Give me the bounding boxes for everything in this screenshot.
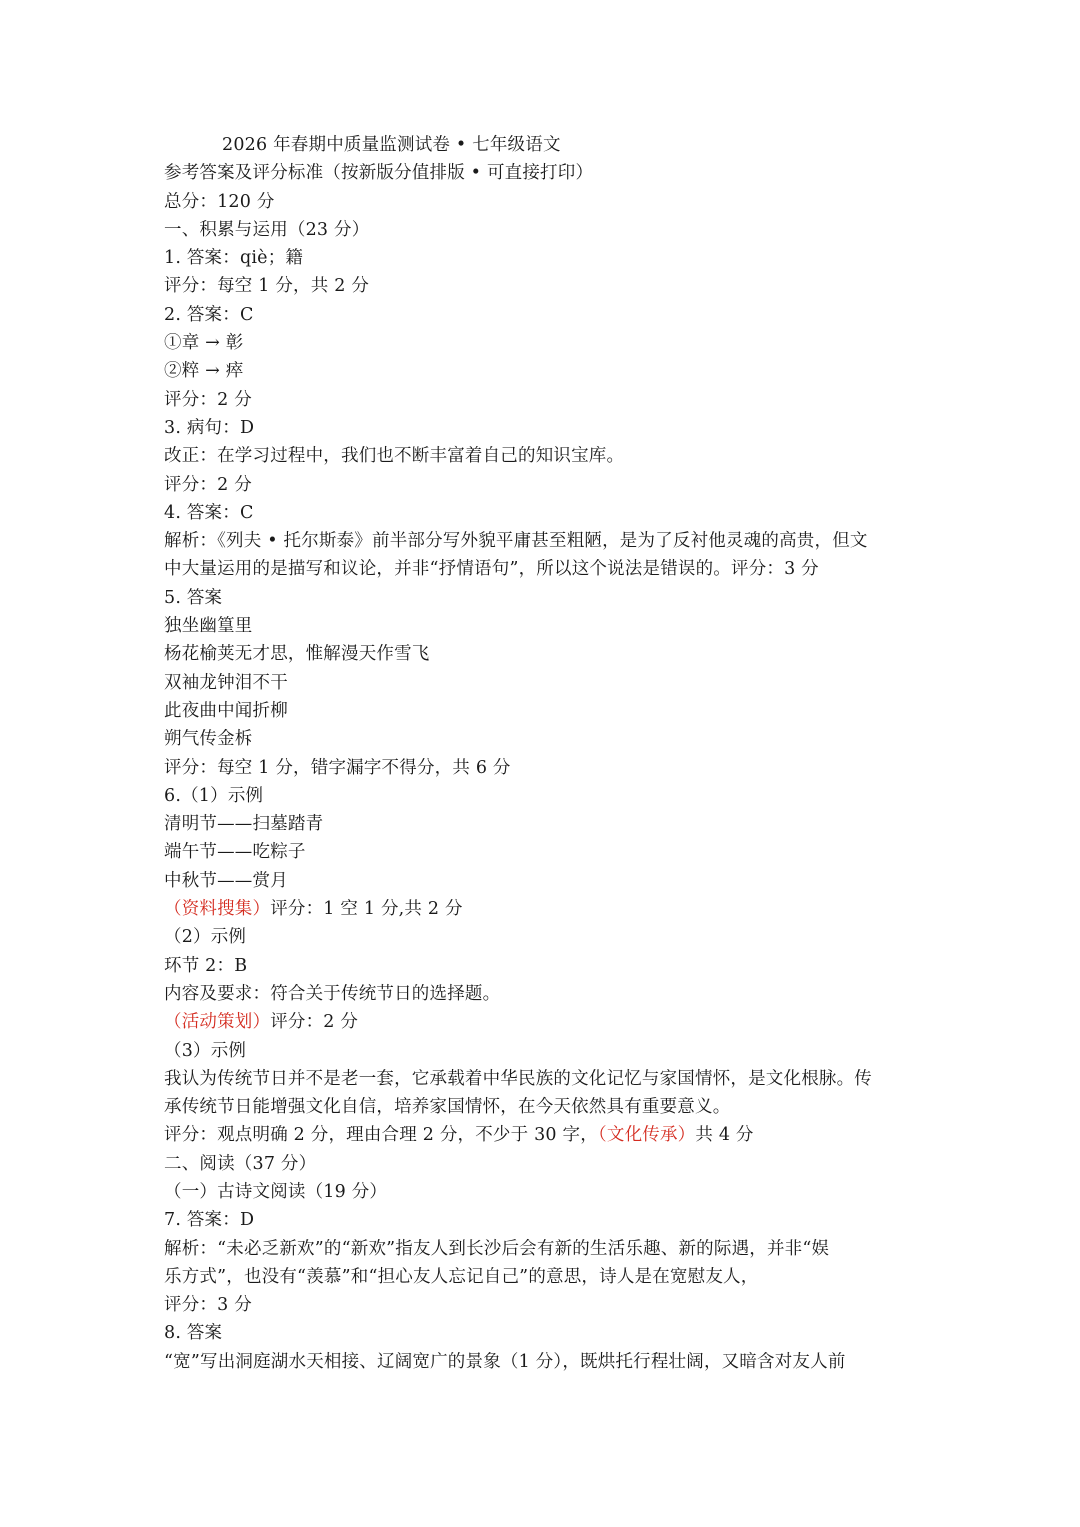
answer-line xyxy=(164,499,924,527)
answer-line xyxy=(164,1319,924,1347)
line-text: 端午节——吃粽子 xyxy=(164,842,306,863)
answer-line xyxy=(164,1263,924,1291)
answer-line xyxy=(164,216,924,244)
line-text: 评分：2 分 xyxy=(164,389,252,410)
line-text: 一、积累与运用（23 分） xyxy=(164,219,370,240)
answer-line xyxy=(164,244,924,272)
line-text: 朔气传金柝 xyxy=(164,729,253,750)
line-text: 内容及要求：符合关于传统节日的选择题。 xyxy=(164,983,501,1004)
line-text: 解析：《列夫 • 托尔斯泰》前半部分写外貌平庸甚至粗陋，是为了反衬他灵魂的高贵，但文 xyxy=(164,531,868,552)
answer-line xyxy=(164,697,924,725)
answer-line xyxy=(164,867,924,895)
answer-line xyxy=(164,810,924,838)
line-text: 3. 病句：D xyxy=(164,417,255,438)
answer-line xyxy=(164,442,924,470)
answer-line xyxy=(164,1008,924,1036)
answer-line xyxy=(164,1093,924,1121)
line-text: 7. 答案：D xyxy=(164,1210,255,1231)
line-text: ②粹 → 瘁 xyxy=(164,361,244,382)
document-subtitle: 参考答案及评分标准（按新版分值排版 • 可直接打印） xyxy=(164,163,594,184)
answer-line xyxy=(164,923,924,951)
line-text: 双袖龙钟泪不干 xyxy=(164,672,288,693)
line-text: 评分：每空 1 分，共 2 分 xyxy=(164,276,370,297)
red-tag: （资料搜集） xyxy=(164,899,271,920)
line-text: 二、阅读（37 分） xyxy=(164,1153,317,1174)
answer-line xyxy=(164,357,924,385)
line-text: 评分：每空 1 分，错字漏字不得分，共 6 分 xyxy=(164,757,511,778)
answer-line xyxy=(164,414,924,442)
line-text: 8. 答案 xyxy=(164,1323,223,1344)
red-tag: （活动策划） xyxy=(164,1012,271,1033)
line-text: 中大量运用的是描写和议论，并非“抒情语句”，所以这个说法是错误的。评分：3 分 xyxy=(164,559,819,580)
line-text: （3）示例 xyxy=(164,1040,247,1061)
answer-line xyxy=(164,980,924,1008)
line-text: 5. 答案 xyxy=(164,587,223,608)
line-text: 环节 2：B xyxy=(164,955,248,976)
total-score: 总分：120 分 xyxy=(164,191,275,212)
document-body xyxy=(164,131,924,1376)
answer-lines xyxy=(164,216,924,1376)
answer-line xyxy=(164,1178,924,1206)
answer-line xyxy=(164,782,924,810)
answer-line xyxy=(164,895,924,923)
line-text: 解析：“未必乏新欢”的“新欢”指友人到长沙后会有新的生活乐趣、新的际遇，并非“娱 xyxy=(164,1238,830,1259)
line-text: 评分：1 空 1 分,共 2 分 xyxy=(270,899,463,920)
answer-line xyxy=(164,640,924,668)
answer-line xyxy=(164,584,924,612)
line-text: 4. 答案：C xyxy=(164,502,254,523)
answer-line xyxy=(164,1291,924,1319)
line-text: 评分：3 分 xyxy=(164,1295,252,1316)
answer-line xyxy=(164,669,924,697)
answer-line xyxy=(164,1206,924,1234)
answer-line xyxy=(164,1121,924,1149)
line-text: 6.（1）示例 xyxy=(164,785,264,806)
answer-line xyxy=(164,555,924,583)
line-text: 清明节——扫墓踏青 xyxy=(164,814,324,835)
line-text: 评分：2 分 xyxy=(270,1012,359,1033)
answer-line xyxy=(164,301,924,329)
answer-line xyxy=(164,386,924,414)
line-text: 评分：2 分 xyxy=(164,474,252,495)
line-text: 独坐幽篁里 xyxy=(164,616,253,637)
answer-line xyxy=(164,612,924,640)
line-text: （2）示例 xyxy=(164,927,247,948)
line-text: “宽”写出洞庭湖水天相接、辽阔宽广的景象（1 分），既烘托行程壮阔，又暗含对友人前 xyxy=(164,1351,846,1372)
answer-line xyxy=(164,952,924,980)
answer-line xyxy=(164,1235,924,1263)
line-text: ①章 → 彰 xyxy=(164,333,244,354)
line-tail: 共 4 分 xyxy=(695,1125,754,1146)
red-tag: （文化传承） xyxy=(597,1125,696,1146)
line-text: 杨花榆荚无才思，惟解漫天作雪飞 xyxy=(164,644,430,665)
answer-line xyxy=(164,329,924,357)
answer-line xyxy=(164,527,924,555)
answer-line xyxy=(164,272,924,300)
answer-line xyxy=(164,1348,924,1376)
line-text: 承传统节日能增强文化自信，培养家国情怀，在今天依然具有重要意义。 xyxy=(164,1097,731,1118)
answer-line xyxy=(164,1065,924,1093)
document-title: 2026 年春期中质量监测试卷 • 七年级语文 xyxy=(222,135,561,155)
line-text: 我认为传统节日并不是老一套，它承载着中华民族的文化记忆与家国情怀，是文化根脉。传 xyxy=(164,1068,872,1089)
line-text: 改正：在学习过程中，我们也不断丰富着自己的知识宝库。 xyxy=(164,446,625,467)
answer-line xyxy=(164,1150,924,1178)
line-text: 1. 答案：qiè；籍 xyxy=(164,248,304,269)
line-text: 2. 答案：C xyxy=(164,304,254,325)
answer-line xyxy=(164,754,924,782)
line-text: （一）古诗文阅读（19 分） xyxy=(164,1181,388,1202)
answer-line xyxy=(164,838,924,866)
answer-line xyxy=(164,471,924,499)
line-text: 乐方式”，也没有“羡慕”和“担心友人忘记自己”的意思，诗人是在宽慰友人， xyxy=(164,1266,759,1287)
line-text: 中秋节——赏月 xyxy=(164,870,288,891)
answer-line xyxy=(164,1037,924,1065)
line-text: 评分：观点明确 2 分，理由合理 2 分，不少于 30 字， xyxy=(164,1125,598,1146)
answer-line xyxy=(164,725,924,753)
line-text: 此夜曲中闻折柳 xyxy=(164,700,288,721)
